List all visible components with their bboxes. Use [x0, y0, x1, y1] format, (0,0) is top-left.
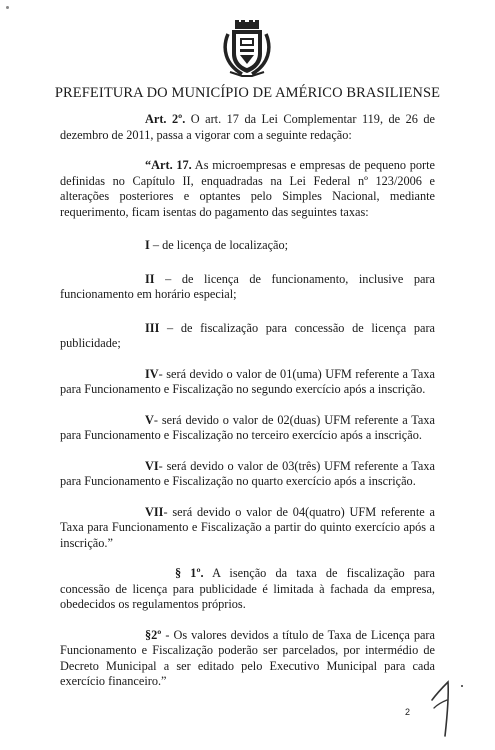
article-2-text: O art. 17 da Lei Complementar 119, de 26 de dezembro de 2011, passa a vigorar com a seguinte redação: [60, 112, 435, 142]
paragraph-2-label: §2º [145, 627, 162, 642]
paragraph-2 [60, 628, 435, 690]
item-v [60, 413, 435, 444]
item-vi-label: VI [145, 458, 159, 473]
article-17 [60, 158, 435, 220]
paragraph-1 [60, 566, 435, 613]
item-ii-label: II [145, 271, 155, 286]
article-2-label: Art. 2º. [145, 112, 186, 126]
item-vii-text: - será devido o valor de 04(quatro) UFM referente a Taxa para Funcionamento e Fiscalização a partir do quinto exercício após a inscrição.” [60, 504, 435, 550]
item-iii [60, 321, 435, 352]
article-17-label: “Art. 17. [145, 158, 192, 172]
paragraph-1-text: A isenção da taxa de fiscalização para concessão de licença para publicidade é limitada à fachada da empresa, obedecidos os regulamentos próprios. [60, 566, 435, 611]
item-i [60, 238, 435, 254]
item-iii-text: – de fiscalização para concessão de licença para publicidade; [60, 320, 435, 350]
item-vii-label: VII [145, 504, 164, 519]
article-2 [60, 112, 435, 143]
item-iv-text: - será devido o valor de 01(uma) UFM referente a Taxa para Funcionamento e Fiscalização no segundo exercício após a inscrição. [60, 366, 435, 396]
coat-of-arms-icon [222, 20, 272, 78]
item-vii [60, 505, 435, 552]
item-vi-text: - será devido o valor de 03(três) UFM referente a Taxa para Funcionamento e Fiscalização no quarto exercício após a inscrição. [60, 458, 435, 488]
item-i-label: I [145, 238, 150, 252]
item-iv [60, 367, 435, 398]
document-body [60, 112, 435, 690]
item-iv-label: IV [145, 366, 159, 381]
paragraph-2-text: - Os valores devidos a título de Taxa de Licença para Funcionamento e Fiscalização poderão ser parcelados, por intermédio de Decreto Municipal a ser editado pelo Executivo Municipal para cada exercício financeiro.” [60, 627, 435, 688]
item-ii [60, 272, 435, 303]
municipality-header: PREFEITURA DO MUNICÍPIO DE AMÉRICO BRASILIENSE [54, 85, 441, 101]
item-vi [60, 459, 435, 490]
item-v-text: - será devido o valor de 02(duas) UFM referente a Taxa para Funcionamento e Fiscalização no terceiro exercício após a inscrição. [60, 412, 435, 442]
signature-icon [418, 678, 468, 740]
item-iii-label: III [145, 320, 160, 335]
item-i-text: – de licença de localização; [149, 238, 289, 252]
scan-speck [6, 6, 9, 9]
item-ii-text: – de licença de funcionamento, inclusive para funcionamento em horário especial; [60, 271, 435, 301]
paragraph-1-label: § 1º. [175, 566, 204, 580]
page-number: 2 [405, 707, 411, 717]
article-17-text: As microempresas e empresas de pequeno porte definidas no Capítulo II, enquadradas na Lei Federal nº 123/2006 e alterações posteriores e optantes pelo Simples Nacional, mediante requerimento, ficam isentas do pagamento das seguintes taxas: [60, 158, 436, 219]
item-v-label: V [145, 412, 154, 427]
